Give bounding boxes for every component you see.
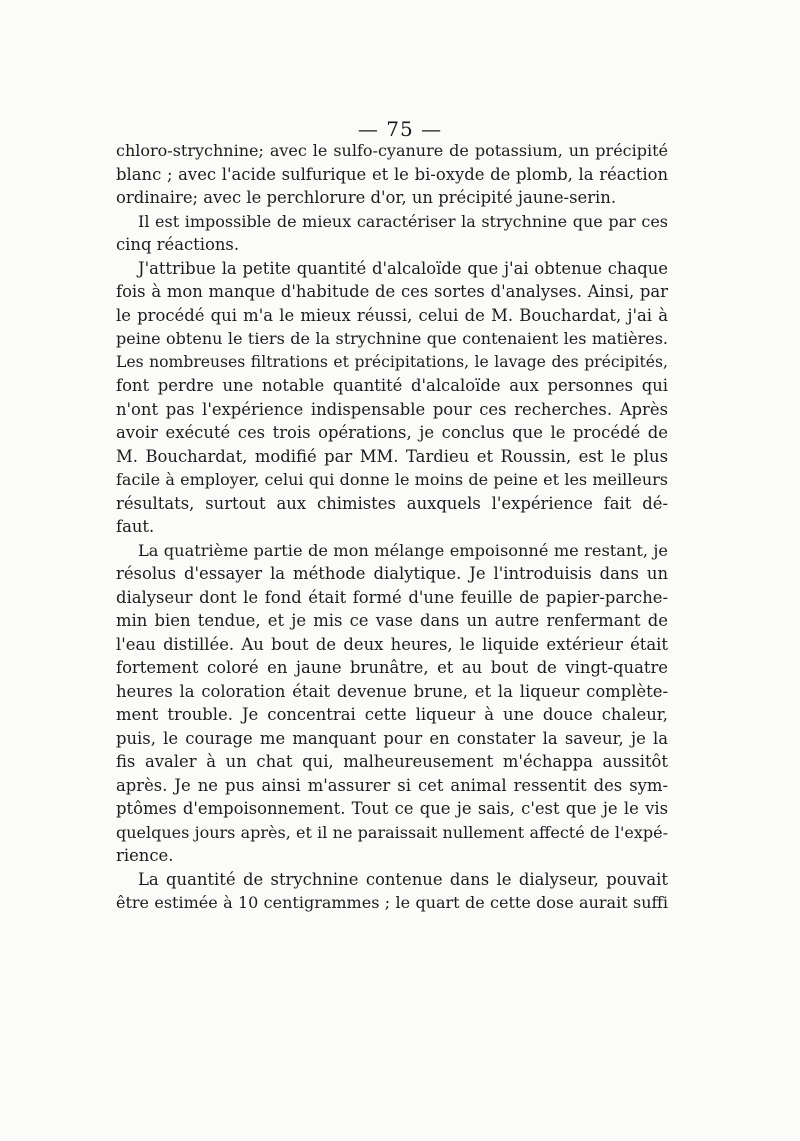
text-line: ptômes d'empoisonnement. Tout ce que je sais, c'est que je le vis xyxy=(116,799,668,818)
text-line: être estimée à 10 centigrammes ; le quart de cette dose aurait suffi xyxy=(116,893,668,912)
paragraph xyxy=(116,868,668,915)
text-line: fis avaler à un chat qui, malheureusement m'échappa aussitôt xyxy=(116,752,668,771)
text-line: La quantité de strychnine contenue dans le dialyseur, pouvait xyxy=(138,869,668,889)
paragraph xyxy=(116,139,668,210)
text-line: ordinaire; avec le perchlorure d'or, un précipité jaune-serin. xyxy=(116,188,617,207)
text-line: fortement coloré en jaune brunâtre, et au bout de vingt-quatre xyxy=(116,658,668,677)
text-line: ment trouble. Je concentrai cette liqueur à une douce chaleur, xyxy=(116,705,668,724)
text-line: fois à mon manque d'habitude de ces sortes d'analyses. Ainsi, par xyxy=(116,282,668,301)
text-line: chloro-strychnine; avec le sulfo-cyanure de potassium, un précipité xyxy=(116,141,668,160)
text-line: résolus d'essayer la méthode dialytique. Je l'introduisis dans un xyxy=(116,564,668,583)
body-text xyxy=(116,139,668,915)
text-line: La quatrième partie de mon mélange empoisonné me restant, je xyxy=(138,540,668,560)
paragraph xyxy=(116,257,668,539)
text-line: faut. xyxy=(116,517,155,536)
text-line: avoir exécuté ces trois opérations, je conclus que le procédé de xyxy=(116,423,668,442)
text-line: heures la coloration était devenue brune, et la liqueur complète- xyxy=(116,681,668,701)
text-line: Les nombreuses filtrations et précipitations, le lavage des précipités, xyxy=(116,352,668,371)
text-line: M. Bouchardat, modifié par MM. Tardieu et Roussin, est le plus xyxy=(116,446,668,466)
text-line: cinq réactions. xyxy=(116,235,240,254)
text-line: Il est impossible de mieux caractériser la strychnine que par ces xyxy=(138,211,668,231)
paragraph xyxy=(116,539,668,868)
text-line: quelques jours après, et il ne paraissait nullement affecté de l'expé- xyxy=(116,822,668,842)
text-line: font perdre une notable quantité d'alcaloïde aux personnes qui xyxy=(116,376,668,395)
text-line: J'attribue la petite quantité d'alcaloïde que j'ai obtenue chaque xyxy=(138,258,668,278)
text-line: puis, le courage me manquant pour en constater la saveur, je la xyxy=(116,728,668,748)
text-line: résultats, surtout aux chimistes auxquels l'expérience fait dé- xyxy=(116,493,668,513)
text-line: peine obtenu le tiers de la strychnine que contenaient les matières. xyxy=(116,329,668,348)
text-line: n'ont pas l'expérience indispensable pour ces recherches. Après xyxy=(116,399,668,419)
paragraph xyxy=(116,210,668,257)
text-line: blanc ; avec l'acide sulfurique et le bi-oxyde de plomb, la réaction xyxy=(116,164,668,184)
page-number: — 75 — xyxy=(357,117,443,141)
text-line: après. Je ne pus ainsi m'assurer si cet animal ressentit des sym- xyxy=(116,775,668,795)
text-line: le procédé qui m'a le mieux réussi, celui de M. Bouchardat, j'ai à xyxy=(116,305,668,325)
text-line: dialyseur dont le fond était formé d'une feuille de papier-parche- xyxy=(116,587,668,607)
text-line: rience. xyxy=(116,846,174,865)
text-line: l'eau distillée. Au bout de deux heures, le liquide extérieur était xyxy=(116,634,668,654)
text-line: min bien tendue, et je mis ce vase dans un autre renfermant de xyxy=(116,611,668,630)
text-line: facile à employer, celui qui donne le moins de peine et les meilleurs xyxy=(116,470,668,489)
